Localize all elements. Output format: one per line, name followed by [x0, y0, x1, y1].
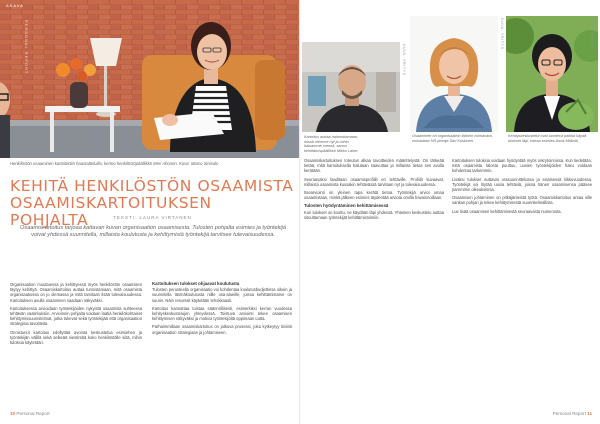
subheading: Kartoituksen tulokset ohjaavat koulutusta	[152, 281, 240, 286]
portrait-man-caption: Kartoitus auttaa hahmottamaan, missä olemme nyt ja mihin haluamme mennä, sanoo kehittämispäällikkö Mikko Laine.	[304, 135, 359, 153]
section-tag: AKAVA	[6, 3, 24, 8]
paragraph: Onnistunut kartoitus edellyttää avointa keskustelua esimiehen ja työntekijän välillä sekä selkeää viestintää koko henkilöstölle siitä, mihin tuloksia käytetään.	[10, 329, 142, 346]
publication-name-left: Personal Report	[16, 411, 50, 416]
footer-right	[553, 411, 592, 416]
paragraph: Osaamisen johtaminen on pitkäjänteistä työtä. Osaamiskartoitus antaa sille vankan pohjan ja tekee kehittymisestä suunnitelmallista.	[452, 195, 592, 206]
hero-caption: Henkilöstön osaaminen kartoitettiin haastatteluilla, kertoo henkilöstöpäällikkö Meri Ahonen. Kuva: Marco Sinisalo	[10, 161, 219, 166]
hero-illustration	[0, 0, 299, 158]
right-column-2	[452, 158, 592, 217]
article-lead: Osaamiskartoitus tarjoaa kattavan kuvan organisaation osaamisesta. Tulosten pohjalta esimies ja työntekijä voivat yhdessä suunnitella, millaista koulutusta ja kehittymistä työntekijä tarvitsee tulevaisuudessa.	[19, 225, 287, 238]
subheading: Tulosten hyödyntäminen kehittämisessä	[304, 203, 389, 209]
publication-name-right: Personal Report	[552, 411, 586, 416]
article-byline: TEKSTI: LAURA VIRTANEN	[113, 215, 192, 220]
portrait-woman-glasses	[506, 16, 598, 132]
paragraph: Kun tulokset on koottu, ne käydään läpi yhdessä. Yhteinen keskustelu auttaa sitouttamaan työntekijät kehittämistoimiin.	[304, 209, 444, 220]
paragraph: Kartoituksessa arvioidaan työntekijöiden nykyistä osaamista suhteessa tehtävän vaatimuksiin. Arvioinnin pohjalta voidaan laatia henkilökohtaiset kehittymissuunnitelmat, jotka tukevat sekä työntekijää että organisaation strategisia tavoitteita.	[10, 305, 142, 327]
paragraph: Kartoitus kannattaa toistaa säännöllisesti, esimerkiksi kerran vuodessa kehityskeskustelujen yhteydessä. Toistuva arviointi tekee osaamisen kehittymisen näkyväksi ja motivoi työntekijöitä oppimaan uutta.	[152, 305, 292, 322]
paragraph: Tulosten perusteella organisaatio voi kohdentaa koulutusbudjettinsa oikein ja suunnitella täsmäkoulutusta niille osa-alueille, joissa kehittämistarve on suurin. Näin resurssit käytetään tehokkaasti.	[152, 287, 292, 303]
paragraph: Organisaation muuttuessa ja kehittyessä myös henkilöstön osaamisen täytyy kehittyä. Osaamiskartoitus auttaa tunnistamaan, mitä osaamista organisaatiossa on jo olemassa ja mitä tarvitaan lisää tulevaisuudessa. Kartoituksen avulla osaaminen saadaan näkyväksi.	[10, 282, 142, 303]
left-column-2	[152, 279, 292, 338]
paragraph: Lue lisää osaamisen kehittämisestä seuraavasta numerosta.	[452, 208, 562, 214]
page-gutter	[299, 0, 301, 424]
article-title-line-2: OSAAMISKARTOITUKSEN POHJALTA	[10, 194, 212, 229]
left-column-1	[10, 282, 142, 348]
portrait-man-illustration	[302, 42, 400, 132]
paragraph: Osaamiskartoituksen toteutus alkaa tavoitteiden määrittelystä. On tärkeää tietää, mitä kartoituksella halutaan saavuttaa ja millaista tietoa sen avulla kerätään.	[304, 158, 444, 174]
portrait-woman-denim-credit: KUVA: YRITYS	[500, 18, 504, 50]
right-column-1	[304, 158, 444, 223]
article-title	[10, 178, 295, 229]
portrait-woman-glasses-credit: KUVA: YRITYS	[590, 18, 594, 50]
portrait-woman-denim-illustration	[410, 16, 498, 132]
portrait-man	[302, 42, 400, 132]
paragraph: Lisäksi tulokset auttavat urasuunnittelussa ja sisäisessä liikkuvuudessa. Työntekijä voi löytää uusia tehtäviä, joissa hänen osaamisensa pääsee paremmin oikeuksiinsa.	[452, 176, 592, 193]
page-number-left: 10	[10, 411, 16, 416]
hero-side-text: PERSONAL REPORT	[24, 20, 29, 75]
article-title-line-1: KEHITÄ HENKILÖSTÖN OSAAMISTA	[10, 177, 294, 195]
page-number-right: 11	[587, 411, 592, 416]
paragraph: Parhaimmillaan osaamiskartoitus on jatkuva prosessi, joka kytkeytyy tiiviisti organisaation strategiaan ja johtamiseen.	[152, 324, 292, 335]
portrait-woman-denim	[410, 16, 498, 132]
paragraph: Seuraavaksi laaditaan osaamisprofiilit eri tehtäville. Profiilit kuvaavat, millaista osaamista kussakin tehtävässä tarvitaan nyt ja tulevaisuudessa.	[304, 176, 444, 187]
portrait-woman-glasses-illustration	[506, 16, 598, 132]
paragraph: Kartoituksen tuloksia voidaan hyödyntää myös rekrytoinnissa. Kun tiedetään, mitä osaamista talosta puuttuu, uusien työntekijöiden haku voidaan kohdentaa tarkemmin.	[452, 158, 592, 174]
paragraph: Itsearviointi on yleinen tapa kerätä tietoa. Työntekijä arvioi omaa osaamistaan, minkä jälkeen esimies täydentää arviota omilla havainnoillaan.	[304, 190, 444, 201]
portrait-woman-glasses-caption: Kehityskeskustelut ovat luonteva paikka käydä tulokset läpi, toteaa esimies Anna Mäkelä.	[508, 134, 587, 143]
hero-photo	[0, 0, 299, 158]
portrait-woman-denim-caption: Osaaminen on organisaation tärkein voimavara, muistuttaa HR-johtaja Sari Koskinen.	[412, 134, 493, 143]
footer-left	[10, 411, 50, 416]
portrait-man-credit: KUVA: YRITYS	[402, 44, 406, 76]
